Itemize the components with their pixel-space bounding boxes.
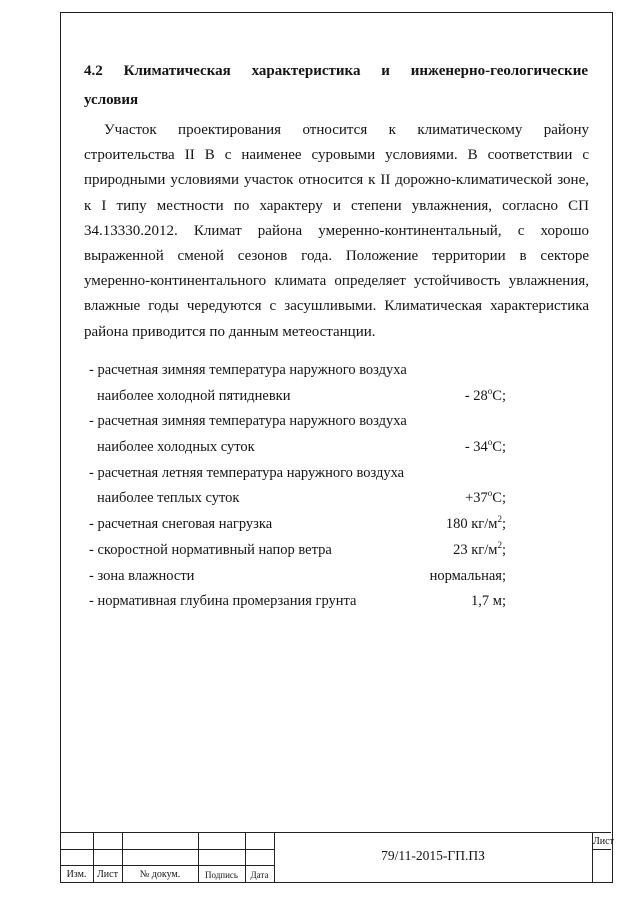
parameter-value: [465, 435, 506, 461]
parameter-label: - нормативная глубина промерзания грунта: [89, 593, 357, 610]
stamp-date-label: Дата: [250, 870, 269, 880]
parameter-row-continued: [84, 435, 506, 461]
parameter-row: [84, 512, 506, 538]
paragraph-line: умеренно-континентального климата определяет устойчивость увлажнения,: [84, 273, 589, 290]
document-code: 79/11-2015-ГП.ПЗ: [381, 848, 485, 863]
parameter-value-unit: С;: [492, 490, 506, 507]
parameter-row: [84, 461, 506, 487]
section-heading: 4.2 Климатическая характеристика и инженерно-геологические: [84, 63, 588, 79]
parameter-value-unit: С;: [492, 387, 506, 404]
title-block: [60, 832, 614, 882]
parameter-row-continued: [84, 384, 506, 410]
parameter-value: [465, 384, 506, 410]
parameter-label-continued: наиболее холодной пятидневки: [97, 387, 291, 404]
parameter-value-number: +37: [465, 490, 488, 507]
parameter-label: - расчетная зимняя температура наружного воздуха: [89, 362, 407, 378]
parameter-row: [84, 358, 506, 384]
parameter-label: - зона влажности: [89, 567, 195, 584]
parameter-label: - расчетная летняя температура наружного воздуха: [89, 464, 405, 481]
paragraph-line: района приводится по данным метеостанции.: [84, 323, 376, 340]
parameter-value-number: 1,7 м;: [471, 593, 506, 610]
parameter-value-number: - 34: [464, 439, 488, 456]
parameter-row: [84, 564, 506, 590]
parameter-row-continued: [84, 486, 506, 512]
paragraph-line: строительства II В с наименее суровыми условиями. В соответствии с: [84, 147, 589, 164]
paragraph-line: к I типу местности по характеру и степени увлажнения, согласно СП: [84, 197, 589, 214]
parameter-value: [430, 564, 506, 590]
parameter-value-number: нормальная;: [429, 567, 506, 584]
parameter-row: [84, 589, 506, 615]
parameter-value-superscript: о: [487, 488, 493, 499]
parameter-value: [465, 486, 506, 512]
parameter-label: - расчетная зимняя температура наружного воздуха: [89, 413, 407, 430]
body-paragraph: [84, 118, 589, 345]
paragraph-line: влажные годы чередуются с засушливыми. Климатическая характеристика: [84, 298, 589, 315]
parameter-value: [471, 589, 506, 615]
stamp-signature-label: Подпись: [204, 870, 239, 880]
parameter-value-unit: С;: [492, 439, 506, 456]
parameter-value-superscript: о: [487, 437, 493, 448]
section-heading-continued: условия: [84, 92, 139, 108]
paragraph-line: 34.13330.2012. Климат района умеренно-континентальный, с хорошо: [84, 222, 589, 239]
parameter-value-unit: ;: [501, 541, 506, 558]
stamp-izm-label: Изм.: [66, 869, 87, 880]
climate-parameters-list: [84, 358, 506, 615]
parameter-value-number: 23 кг/м: [453, 541, 498, 558]
paragraph-line: выраженной сменой сезонов года. Положение территории в секторе: [84, 248, 589, 265]
paragraph-line: природными условиями участок относится к II дорожно-климатической зоне,: [84, 172, 589, 189]
parameter-value: [446, 512, 506, 538]
stamp-sheet-label: Лист: [593, 836, 614, 847]
parameter-value-superscript: о: [487, 385, 493, 396]
parameter-label-continued: наиболее холодных суток: [97, 439, 255, 456]
parameter-value-unit: ;: [501, 516, 506, 533]
parameter-value-number: 180 кг/м: [445, 516, 498, 533]
parameter-value-superscript: 2: [497, 539, 502, 550]
parameter-label-continued: наиболее теплых суток: [97, 490, 240, 507]
parameter-value-number: - 28: [464, 387, 488, 404]
stamp-list-label: Лист: [97, 869, 118, 880]
parameter-label: - расчетная снеговая нагрузка: [89, 516, 273, 533]
parameter-row: [84, 409, 506, 435]
paragraph-line: Участок проектирования относится к климатическому району: [104, 122, 589, 138]
stamp-doc-number-label: № докум.: [139, 869, 181, 880]
parameter-row: [84, 538, 506, 564]
parameter-value: [453, 538, 506, 564]
parameter-value-superscript: 2: [497, 514, 502, 525]
parameter-label: - скоростной нормативный напор ветра: [89, 541, 332, 558]
